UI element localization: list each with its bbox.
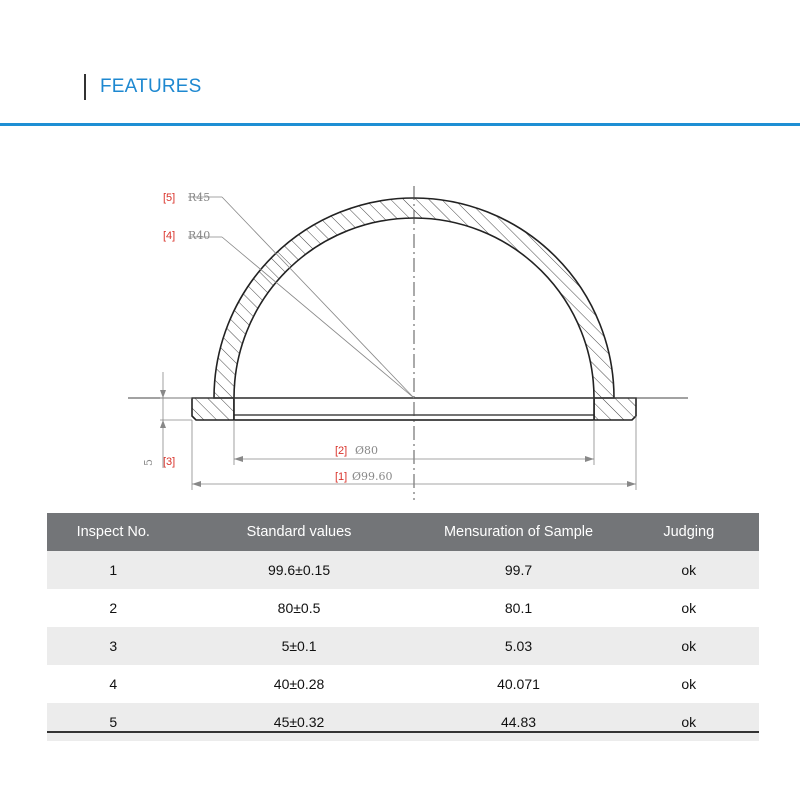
dome-technical-drawing [0,130,800,510]
section-title: FEATURES [100,76,202,97]
d996-tag: [1] [335,471,348,483]
cell-inspect-no: 1 [47,551,180,589]
cell-standard-value: 45±0.32 [180,703,419,741]
table-bottom-rule [47,731,759,733]
cell-mensuration: 99.7 [419,551,619,589]
table-row [47,589,759,627]
d80-label: Ø80 [355,444,379,457]
cell-mensuration: 44.83 [419,703,619,741]
title-bar-marker [84,74,86,100]
cell-mensuration: 40.071 [419,665,619,703]
section-header [0,0,800,130]
cell-inspect-no: 2 [47,589,180,627]
cell-judging: ok [618,627,759,665]
d996-label: Ø99.60 [352,470,393,483]
r40-label: R40 [188,229,211,242]
table-row [47,665,759,703]
cell-inspect-no: 4 [47,665,180,703]
flange-right [594,398,636,420]
flange-left [192,398,234,420]
thickness-tag: [3] [163,456,176,468]
table-header-row [47,513,759,551]
cell-mensuration: 80.1 [419,589,619,627]
r45-label: R45 [188,191,211,204]
cell-judging: ok [618,551,759,589]
col-header-inspect-no: Inspect No. [47,513,180,551]
thickness-label: 5 [142,459,155,466]
col-header-mensuration: Mensuration of Sample [419,513,619,551]
inspection-table [47,513,759,741]
col-header-judging: Judging [618,513,759,551]
cell-mensuration: 5.03 [419,627,619,665]
header-divider [0,123,800,126]
cell-standard-value: 80±0.5 [180,589,419,627]
cell-standard-value: 5±0.1 [180,627,419,665]
cell-standard-value: 40±0.28 [180,665,419,703]
d80-tag: [2] [335,445,348,457]
cell-standard-value: 99.6±0.15 [180,551,419,589]
table-row [47,703,759,741]
r45-tag: [5] [163,192,176,204]
cell-judging: ok [618,665,759,703]
cell-judging: ok [618,589,759,627]
table-row [47,627,759,665]
cell-inspect-no: 3 [47,627,180,665]
r40-tag: [4] [163,230,176,242]
col-header-standard-values: Standard values [180,513,419,551]
cell-inspect-no: 5 [47,703,180,741]
table-row [47,551,759,589]
cell-judging: ok [618,703,759,741]
